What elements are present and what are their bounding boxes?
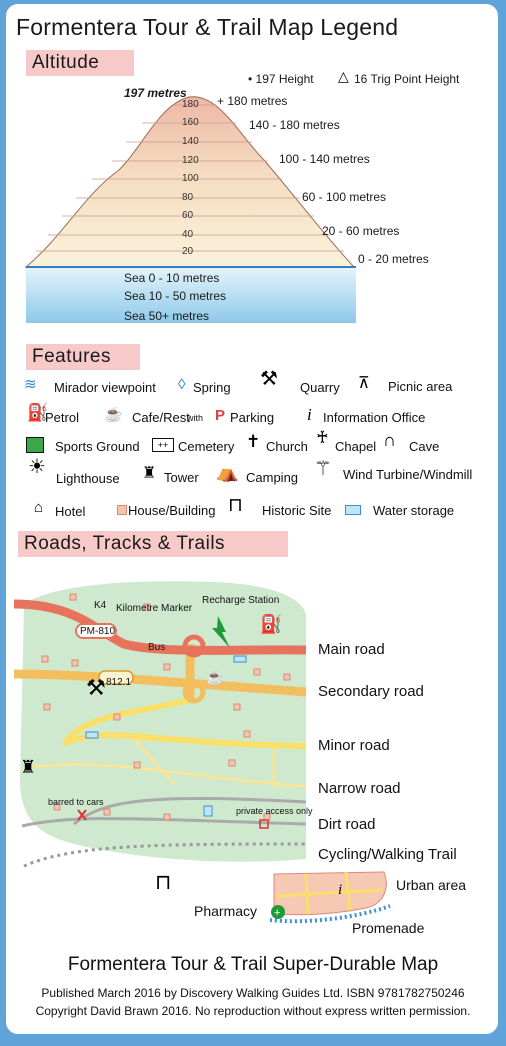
altitude-section-title: Altitude <box>32 52 100 73</box>
info-icon: i <box>307 405 312 424</box>
feature-label: Quarry <box>300 380 340 395</box>
map-label-recharge: Recharge Station <box>202 595 280 606</box>
tick-label: 120 <box>182 155 199 166</box>
map-label-km-marker: Kilometre Marker <box>116 603 193 614</box>
sea-label: Sea 50+ metres <box>124 309 210 323</box>
map-label-pm810: PM-810 <box>80 626 116 637</box>
roads-section-title: Roads, Tracks & Trails <box>24 533 226 554</box>
trig-point-icon: △ <box>338 68 349 84</box>
picnic-icon: ⊼ <box>358 375 370 392</box>
road-type-label: Urban area <box>396 877 467 893</box>
feature-label: Petrol <box>45 410 79 425</box>
trig-point-key: 16 Trig Point Height <box>354 72 460 86</box>
band-label: + 180 metres <box>217 94 288 108</box>
house-icon <box>117 505 127 515</box>
feature-label: House/Building <box>128 503 216 518</box>
feature-label: Sports Ground <box>55 439 140 454</box>
church-icon: ✝ <box>246 432 261 451</box>
feature-label: Information Office <box>323 410 426 425</box>
page-title: Formentera Tour & Trail Map Legend <box>16 14 399 40</box>
tower-icon: ♜ <box>20 757 37 777</box>
band-label: 20 - 60 metres <box>322 224 400 238</box>
tick-label: 180 <box>182 99 199 110</box>
map-label-barred: barred to cars <box>48 797 104 807</box>
map-label-bus: Bus <box>148 642 166 653</box>
tick-label: 160 <box>182 117 199 128</box>
tick-label: 80 <box>182 192 194 203</box>
tick-label: 20 <box>182 246 194 257</box>
band-label: 0 - 20 metres <box>358 252 429 266</box>
features-section-title: Features <box>32 346 111 367</box>
road-type-label: Promenade <box>352 920 425 936</box>
road-type-label: Dirt road <box>318 816 376 833</box>
spring-icon: ◊ <box>178 376 186 393</box>
road-type-label: Main road <box>318 641 385 658</box>
tick-label: 100 <box>182 173 199 184</box>
tick-label: 140 <box>182 136 199 147</box>
feature-label: Lighthouse <box>56 471 120 486</box>
svg-text:i: i <box>338 882 343 898</box>
sports-ground-icon <box>26 437 44 453</box>
band-label: 100 - 140 metres <box>279 152 370 166</box>
camping-icon: ⛺ <box>216 462 239 482</box>
feature-label: Camping <box>246 470 299 485</box>
feature-label: Wind Turbine/Windmill <box>343 467 473 482</box>
tick-label: 60 <box>182 210 194 221</box>
cafe-icon: ☕ <box>104 406 123 423</box>
road-type-label: Secondary road <box>318 683 424 700</box>
cave-icon: ∩ <box>383 430 396 450</box>
lighthouse-icon: ☀ <box>28 456 46 478</box>
feature-label: Spring <box>193 380 231 395</box>
map-label-k4: K4 <box>94 600 107 611</box>
feature-label: Parking <box>230 410 275 425</box>
historic-site-icon: ⊓ <box>228 495 243 516</box>
feature-label: with <box>187 413 204 423</box>
sea-label: Sea 0 - 10 metres <box>124 271 220 285</box>
feature-label: Cave <box>409 439 440 454</box>
footer-publication: Published March 2016 by Discovery Walking Guides Ltd. ISBN 9781782750246 <box>41 986 465 1000</box>
tower-icon: ♜ <box>142 465 157 482</box>
feature-label: Church <box>266 439 308 454</box>
historic-site-icon: ⊓ <box>155 871 172 894</box>
windmill-icon: ⚚ <box>314 458 332 480</box>
road-type-label: Minor road <box>318 737 390 754</box>
petrol-icon: ⛽ <box>27 403 49 422</box>
hotel-icon: ⌂ <box>34 499 44 516</box>
sea-label: Sea 10 - 50 metres <box>124 289 227 303</box>
water-storage-icon <box>345 505 361 515</box>
road-type-label: Cycling/Walking Trail <box>318 846 457 863</box>
feature-label: Water storage <box>373 503 455 518</box>
road-type-label: Narrow road <box>318 780 401 797</box>
tick-label: 40 <box>182 229 194 240</box>
svg-text:+: + <box>274 907 281 919</box>
height-key: • 197 Height <box>248 72 314 86</box>
quarry-icon: ⚒ <box>260 368 278 390</box>
feature-label: Mirador viewpoint <box>54 380 156 395</box>
cafe-icon: ☕ <box>206 669 224 685</box>
feature-label: Historic Site <box>262 503 332 518</box>
chapel-icon: ♰ <box>316 428 329 447</box>
parking-icon: P <box>215 407 226 424</box>
peak-label: 197 metres <box>124 86 187 100</box>
feature-label: Tower <box>164 470 199 485</box>
petrol-icon: ⛽ <box>260 614 283 634</box>
feature-label: Cafe/Rest <box>132 410 190 425</box>
viewpoint-icon: ≋ <box>24 376 37 393</box>
band-label: 60 - 100 metres <box>302 190 387 204</box>
band-label: 140 - 180 metres <box>249 118 340 132</box>
quarry-icon: ⚒ <box>86 675 106 700</box>
footer-copyright: Copyright David Brawn 2016. No reproduction without express written permission. <box>35 1004 471 1018</box>
map-label-812: 812.1 <box>106 677 132 688</box>
map-label-private: private access only <box>236 806 313 816</box>
map-label-pharmacy: Pharmacy <box>194 903 258 919</box>
feature-label: Picnic area <box>388 379 453 394</box>
feature-label: Cemetery <box>178 439 235 454</box>
feature-label: Chapel <box>335 439 377 454</box>
footer-title: Formentera Tour & Trail Super-Durable Map <box>67 954 439 975</box>
feature-label: Hotel <box>55 504 86 519</box>
cemetery-icon: ++ <box>152 438 174 452</box>
